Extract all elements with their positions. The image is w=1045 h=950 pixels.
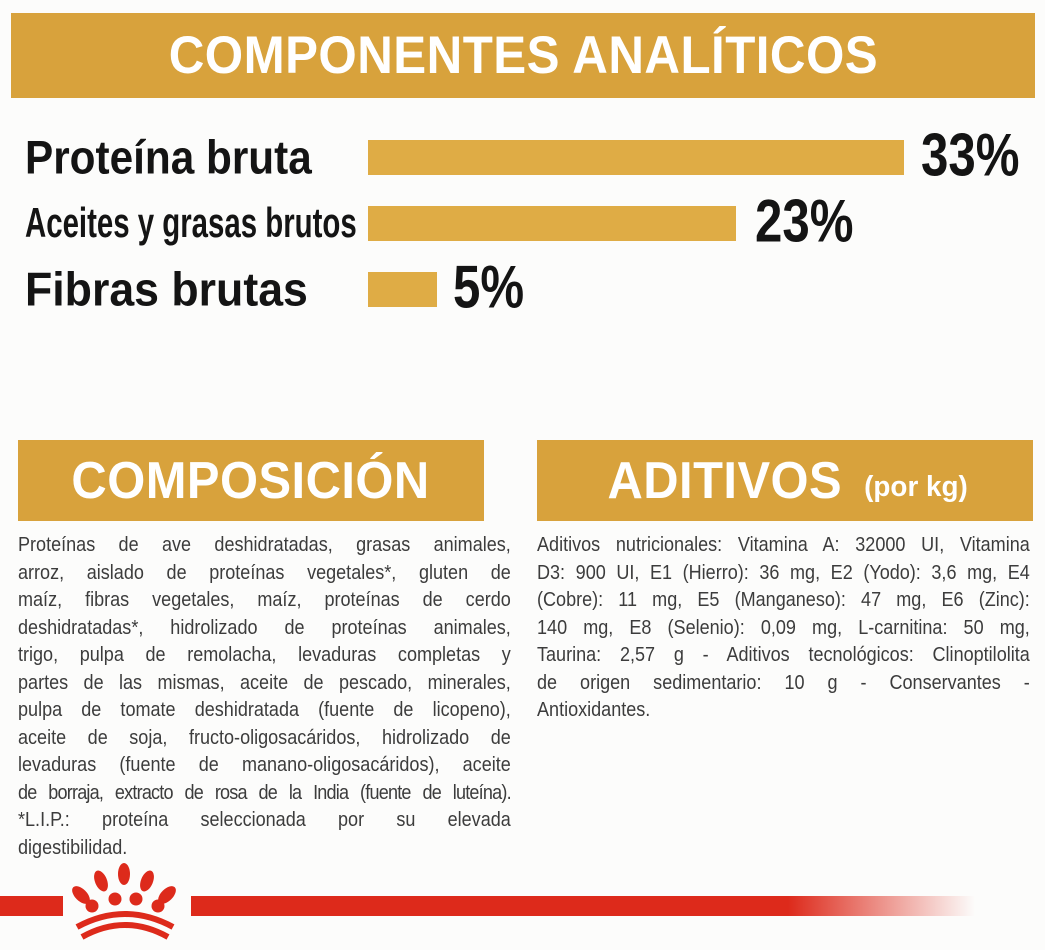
composition-title: COMPOSICIÓN [71,451,431,510]
additives-line: Aditivos nutricionales: Vitamina A: 32000 UI, Vitamina [537,533,1030,556]
analytical-components-title: COMPONENTES ANALÍTICOS [168,26,878,85]
chart-row-fats [0,187,1045,255]
additives-line: de origen sedimentario: 10 g - Conservantes - [537,670,1030,694]
composition-banner [18,440,484,521]
composition-line: trigo, pulpa de remolacha, levaduras completas y [18,643,511,666]
chart-bar-value: 23% [755,187,854,255]
composition-line: partes de las mismas, aceite de pescado, minerales, [18,670,511,694]
composition-line: digestibilidad. [18,835,128,859]
composition-line: levaduras (fuente de manano-oligosacáridos), aceite [18,753,511,776]
additives-line: D3: 900 UI, E1 (Hierro): 36 mg, E2 (Yodo): 3,6 mg, E4 [537,560,1030,584]
chart-bar-value: 5% [453,253,525,321]
composition-line: aceite de soja, fructo-oligosacáridos, hidrolizado de [18,725,511,749]
additives-line: Antioxidantes. [537,698,651,721]
composition-line: arroz, aislado de proteínas vegetales*, gluten de [18,560,511,584]
additives-title: ADITIVOS [607,451,843,510]
composition-line: de borraja, extracto de rosa de la India (fuente de luteína). [18,780,511,804]
chart-row-fibre [0,253,1045,321]
additives-line: 140 mg, E8 (Selenio): 0,09 mg, L-carnitina: 50 mg, [537,615,1030,639]
chart-bar [368,206,736,241]
chart-bar-value: 33% [921,121,1020,189]
additives-banner [537,440,1033,521]
composition-line: *L.I.P.: proteína seleccionada por su elevada [18,808,511,831]
chart-row-label: Proteína bruta [25,129,312,183]
royal-canin-crown-icon [57,857,189,950]
analytical-components-banner [11,13,1035,98]
additives-unit: (por kg) [863,471,968,503]
chart-row-label: Aceites y grasas brutos [25,198,357,246]
additives-line: (Cobre): 11 mg, E5 (Manganeso): 47 mg, E6 (Zinc): [537,588,1030,611]
composition-text [18,531,511,861]
composition-line: deshidratadas*, hidrolizado de proteínas animales, [18,615,511,639]
composition-line: pulpa de tomate deshidratada (fuente de licopeno), [18,698,511,721]
chart-row-protein [0,121,1045,189]
chart-bar [368,140,904,175]
chart-bar [368,272,437,307]
composition-line: Proteínas de ave deshidratadas, grasas animales, [18,533,511,556]
additives-text [537,531,1030,724]
additives-line: Taurina: 2,57 g - Aditivos tecnológicos: Clinoptilolita [537,643,1030,666]
composition-line: maíz, fibras vegetales, maíz, proteínas de cerdo [18,588,511,611]
chart-row-label: Fibras brutas [25,261,308,315]
